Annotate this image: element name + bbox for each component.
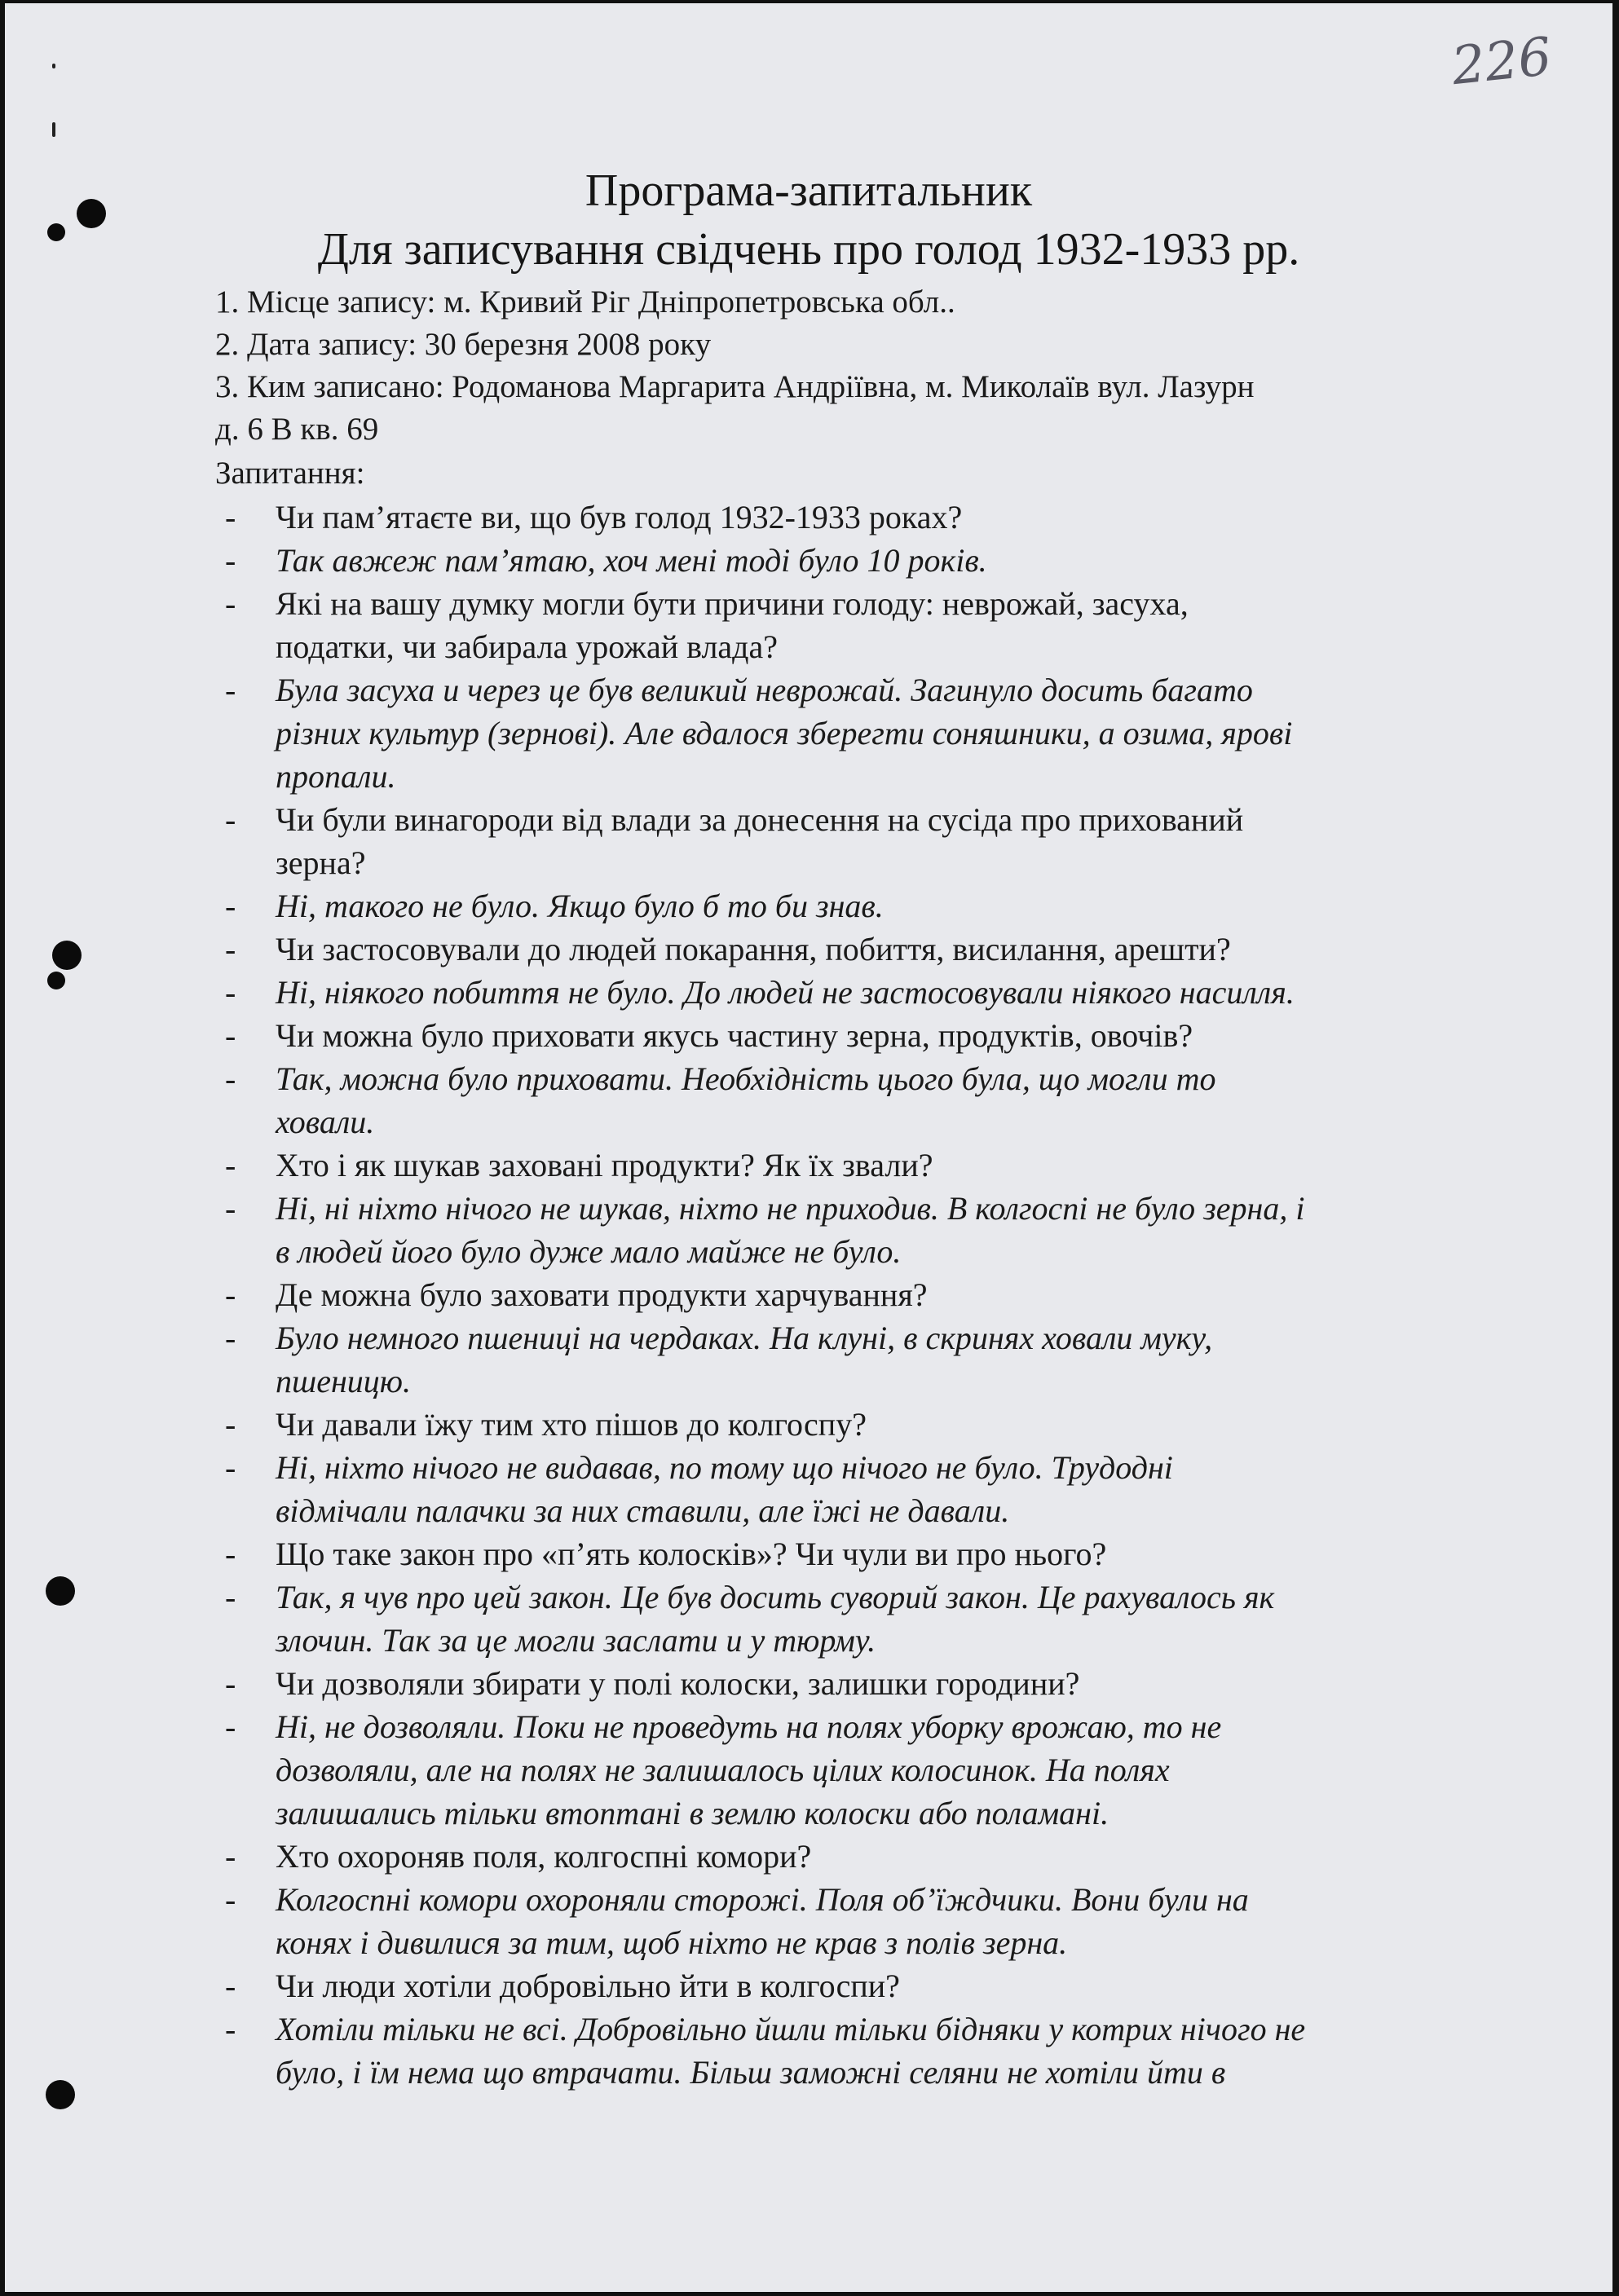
list-dash: - xyxy=(225,1147,236,1183)
answer-text-line: різних культур (зернові). Але вдалося зберегти соняшники, а озима, ярові xyxy=(276,715,1293,751)
record-date: 2. Дата запису: 30 березня 2008 року xyxy=(215,327,712,362)
question-item xyxy=(215,798,1487,884)
list-dash: - xyxy=(225,974,236,1011)
list-dash: - xyxy=(225,585,236,622)
question-text-line: Які на вашу думку могли бути причини голоду: неврожай, засуха, xyxy=(276,585,1189,622)
archive-page-number: 226 xyxy=(1449,26,1555,98)
question-item xyxy=(215,582,1487,668)
answer-text-line: Так, я чув про цей закон. Це був досить суворий закон. Це рахувалось як xyxy=(276,1579,1275,1615)
margin-mark xyxy=(52,64,55,68)
answer-text-line: відмічали палачки за них ставили, але їжі не давали. xyxy=(276,1492,1010,1529)
answer-item xyxy=(215,539,1487,582)
answer-text-line: Колгоспні комори охороняли сторожі. Поля об’їждчики. Вони були на xyxy=(276,1881,1249,1918)
answer-text-line: залишались тільки втоптані в землю колоски або поламані. xyxy=(276,1795,1109,1831)
answer-item xyxy=(215,668,1487,798)
question-text-line: Чи давали їжу тим хто пішов до колгоспу? xyxy=(276,1406,867,1443)
question-answer-list xyxy=(215,496,1487,2094)
answer-item xyxy=(215,884,1487,928)
list-dash: - xyxy=(225,499,236,535)
answer-text-line: Було немного пшениці на чердаках. На клуні, в скринях ховали муку, xyxy=(276,1320,1213,1356)
list-dash: - xyxy=(225,2011,236,2047)
recorder-line-2: д. 6 В кв. 69 xyxy=(215,412,379,447)
answer-text-line: Була засуха и через це був великий неврожай. Загинуло досить багато xyxy=(276,672,1253,708)
answer-text-line: в людей його було дуже мало майже не було. xyxy=(276,1233,902,1270)
question-text-line: зерна? xyxy=(276,844,366,881)
record-place: 1. Місце запису: м. Кривий Ріг Дніпропетровська обл.. xyxy=(215,284,955,320)
list-dash: - xyxy=(225,1838,236,1875)
answer-text-line: Ні, такого не було. Якщо було б то би знав. xyxy=(276,888,884,924)
question-item xyxy=(215,1014,1487,1057)
question-text-line: Чи пам’ятаєте ви, що був голод 1932-1933 роках? xyxy=(276,499,963,535)
answer-text-line: було, і їм нема що втрачати. Більш заможні селяни не хотіли йти в xyxy=(276,2054,1226,2091)
question-text-line: Що таке закон про «п’ять колосків»? Чи чули ви про нього? xyxy=(276,1536,1107,1572)
question-text-line: Хто і як шукав заховані продукти? Як їх звали? xyxy=(276,1147,933,1183)
question-item xyxy=(215,1662,1487,1705)
punch-hole xyxy=(46,2080,75,2109)
question-text-line: Чи люди хотіли добровільно йти в колгоспи? xyxy=(276,1968,900,2004)
list-dash: - xyxy=(225,1665,236,1702)
margin-mark xyxy=(52,122,55,137)
list-dash: - xyxy=(225,1190,236,1227)
question-text-line: податки, чи забирала урожай влада? xyxy=(276,628,779,665)
document-page xyxy=(5,3,1612,2292)
questions-label: Запитання: xyxy=(215,456,365,491)
document-title: Програма-запитальник xyxy=(585,165,1033,216)
answer-item xyxy=(215,1057,1487,1144)
answer-item xyxy=(215,1705,1487,1835)
answer-text-line: Ні, не дозволяли. Поки не проведуть на полях уборку врожаю, то не xyxy=(276,1708,1222,1745)
question-text-line: Чи можна було приховати якусь частину зерна, продуктів, овочів? xyxy=(276,1017,1193,1054)
answer-item xyxy=(215,971,1487,1014)
answer-item xyxy=(215,1316,1487,1403)
recorder-line-1: 3. Ким записано: Родоманова Маргарита Андріївна, м. Миколаїв вул. Лазурн xyxy=(215,369,1255,404)
list-dash: - xyxy=(225,801,236,838)
question-item xyxy=(215,496,1487,539)
question-text-line: Де можна було заховати продукти харчування? xyxy=(276,1276,928,1313)
punch-hole xyxy=(46,1576,75,1606)
list-dash: - xyxy=(225,542,236,579)
list-dash: - xyxy=(225,1881,236,1918)
question-text-line: Хто охороняв поля, колгоспні комори? xyxy=(276,1838,812,1875)
answer-item xyxy=(215,1187,1487,1273)
answer-text-line: пшеницю. xyxy=(276,1363,411,1399)
list-dash: - xyxy=(225,1579,236,1615)
answer-text-line: Так, можна було приховати. Необхідність цього була, що могли то xyxy=(276,1060,1216,1097)
punch-hole xyxy=(52,941,82,970)
question-item xyxy=(215,1403,1487,1446)
list-dash: - xyxy=(225,1536,236,1572)
question-item xyxy=(215,1273,1487,1316)
question-item xyxy=(215,1144,1487,1187)
list-dash: - xyxy=(225,1708,236,1745)
question-item xyxy=(215,1835,1487,1878)
question-item xyxy=(215,1532,1487,1575)
answer-item xyxy=(215,1446,1487,1532)
list-dash: - xyxy=(225,1276,236,1313)
question-text-line: Чи застосовували до людей покарання, побиття, висилання, арешти? xyxy=(276,931,1231,967)
list-dash: - xyxy=(225,1017,236,1054)
list-dash: - xyxy=(225,888,236,924)
answer-text-line: ховали. xyxy=(276,1104,375,1140)
question-item xyxy=(215,1964,1487,2007)
list-dash: - xyxy=(225,931,236,967)
question-text-line: Чи дозволяли збирати у полі колоски, залишки городини? xyxy=(276,1665,1080,1702)
question-text-line: Чи були винагороди від влади за донесення на сусіда про прихований xyxy=(276,801,1244,838)
answer-text-line: конях і дивилися за тим, щоб ніхто не крав з полів зерна. xyxy=(276,1924,1068,1961)
punch-hole xyxy=(47,972,65,989)
document-subtitle: Для записування свідчень про голод 1932-1933 рр. xyxy=(317,224,1300,275)
list-dash: - xyxy=(225,1320,236,1356)
list-dash: - xyxy=(225,1060,236,1097)
answer-text-line: дозволяли, але на полях не залишалось цілих колосинок. На полях xyxy=(276,1752,1170,1788)
answer-item xyxy=(215,1575,1487,1662)
answer-text-line: Хотіли тільки не всі. Добровільно йшли тільки бідняки у котрих нічого не xyxy=(276,2011,1306,2047)
answer-item xyxy=(215,2007,1487,2094)
list-dash: - xyxy=(225,1406,236,1443)
question-item xyxy=(215,928,1487,971)
answer-text-line: злочин. Так за це могли заслати и у тюрму. xyxy=(276,1622,876,1659)
answer-text-line: Ні, ніякого побиття не було. До людей не застосовували ніякого насилля. xyxy=(276,974,1295,1011)
answer-item xyxy=(215,1878,1487,1964)
list-dash: - xyxy=(225,1449,236,1486)
answer-text-line: Так авжеж пам’ятаю, хоч мені тоді було 10 років. xyxy=(276,542,987,579)
answer-text-line: Ні, ніхто нічого не видавав, по тому що нічого не було. Трудодні xyxy=(276,1449,1173,1486)
answer-text-line: Ні, ні ніхто нічого не шукав, ніхто не приходив. В колгоспі не було зерна, і xyxy=(276,1190,1305,1227)
list-dash: - xyxy=(225,1968,236,2004)
list-dash: - xyxy=(225,672,236,708)
answer-text-line: пропали. xyxy=(276,758,396,795)
